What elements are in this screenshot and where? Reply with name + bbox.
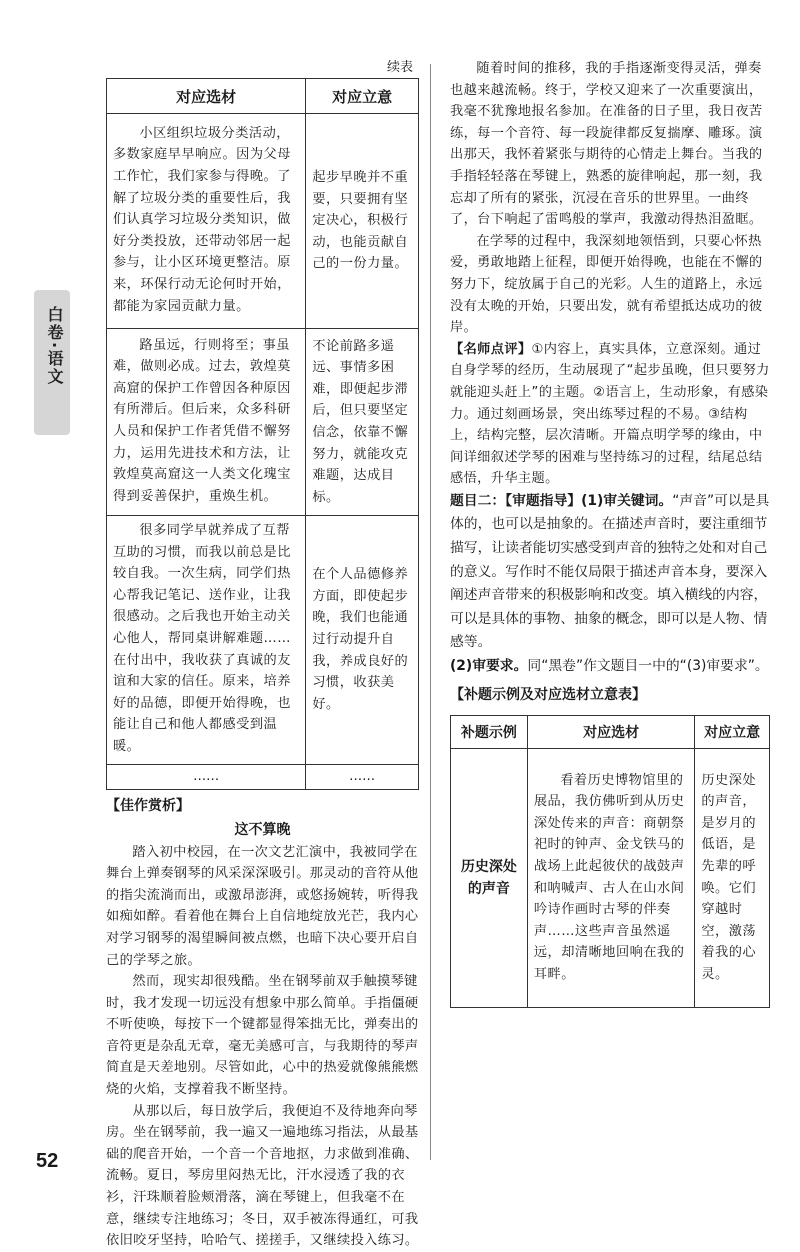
row-selection: 很多同学早就养成了互帮互助的习惯，而我以前总是比较自我。一次生病，同学们热心帮我记笔记、送作业，让我很感动。之后我也开始主动关心他人，帮同桌讲解难题……在付出中，我收获了真诚的友谊和大家的信任。原来，培养好的品德，即便开始得晚，也能让自己和他人都感受到温暖。 — [107, 516, 306, 765]
table-header-row — [451, 715, 770, 748]
table-caption: 续表 — [386, 60, 413, 75]
row-selection: 路虽远，行则将至；事虽难，做则必成。过去，敦煌莫高窟的保护工作曾因各种原因有所滞后。但后来，众多科研人员和保护工作者凭借不懈努力，运用先进技术和方法，让敦煌莫高窟这一人类文化瑰宝得到妥善保护，重焕生机。 — [107, 329, 306, 516]
header-selection: 对应选材 — [107, 79, 306, 114]
step1-text: “声音”可以是具体的，也可以是抽象的。在描述声音时，要注重细节描写，让读者能切实感受到声音的独特之处和对自己的意义。写作时不能仅局限于描述声音本身，要深入阐述声音带来的积极影响和改变。填入横线的内容，可以是具体的事物、抽象的概念，即可以是人物、情感等。 — [450, 492, 770, 651]
left-column — [106, 58, 419, 1249]
table-header-row — [107, 79, 419, 114]
table2-heading: 【补题示例及对应选材立意表】 — [450, 686, 646, 703]
example-table — [450, 715, 770, 1008]
selection-table — [106, 78, 419, 790]
header-selection: 对应选材 — [527, 715, 694, 748]
topic-two-step1 — [450, 490, 770, 655]
row-ellipsis: …… — [107, 764, 306, 789]
row-view: 历史深处的声音，是岁月的低语，是先辈的呼唤。它们穿越时空，激荡着我的心灵。 — [695, 748, 770, 1007]
essay-title: 这不算晚 — [234, 821, 291, 838]
table-row — [107, 764, 419, 789]
header-example: 补题示例 — [451, 715, 528, 748]
comment-text: ①内容上，真实具体，立意深刻。通过自身学琴的经历，生动展现了“起步虽晚，但只要努力就能迎头赶上”的主题。②语言上，生动形象，有感染力。通过刻画场景，突出练琴过程的不易。③结构上，结构完整，层次清晰。开篇点明学琴的缘由，中间详细叙述学琴的困难与坚持练习的过程，结尾总结感悟，升华主题。 — [450, 341, 770, 487]
side-tab — [34, 290, 70, 435]
section-heading: 【佳作赏析】 — [106, 797, 190, 814]
topic-two-step2 — [450, 655, 770, 679]
topic-two-label: 题目二： — [450, 492, 506, 509]
header-view: 对应立意 — [695, 715, 770, 748]
page-number: 52 — [36, 1150, 59, 1172]
essay-paragraph: 随着时间的推移，我的手指逐渐变得灵活，弹奏也越来越流畅。终于，学校又迎来了一次重要演出，我毫不犹豫地报名参加。在准备的日子里，我日夜苦练，每一个音符、每一段旋律都反复揣摩、雕琢。演出那天，我怀着紧张与期待的心情走上舞台。当我的手指轻轻落在琴键上，熟悉的旋律响起，那一刻，我忘却了所有的紧张，沉浸在音乐的世界里。一曲终了，台下响起了雷鸣般的掌声，我激动得热泪盈眶。 — [450, 61, 763, 228]
row-ellipsis: …… — [306, 764, 419, 789]
comment-label: 【名师点评】 — [450, 341, 532, 357]
column-divider — [430, 64, 431, 1160]
table-row — [107, 516, 419, 765]
header-view: 对应立意 — [306, 79, 419, 114]
side-tab-label: 白卷·语文 — [45, 306, 64, 387]
table-row — [451, 748, 770, 1007]
row-example: 历史深处的声音 — [451, 748, 528, 1007]
right-column — [450, 58, 770, 1008]
step1-label: (1)审关键词。 — [581, 492, 673, 509]
row-selection: 看着历史博物馆里的展品，我仿佛听到从历史深处传来的声音：商朝祭祀时的钟声、金戈铁马的战场上此起彼伏的战鼓声和呐喊声、古人在山水间吟诗作画时古琴的伴奏声……这些声音虽然遥远，却清晰地回响在我的耳畔。 — [527, 748, 694, 1007]
essay-paragraph: 踏入初中校园，在一次文艺汇演中，我被同学在舞台上弹奏钢琴的风采深深吸引。那灵动的音符从他的指尖流淌而出，或激昂澎湃，或悠扬婉转，听得我如痴如醉。看着他在舞台上自信地绽放光芒，我内心对学习钢琴的渴望瞬间被点燃，也暗下决心要开启自己的学琴之旅。 — [106, 844, 419, 968]
guide-label: 【审题指导】 — [505, 492, 582, 509]
essay-paragraph: 然而，现实却很残酷。坐在钢琴前双手触摸琴键时，我才发现一切远没有想象中那么简单。手指僵硬不听使唤，每按下一个键都显得笨拙无比，弹奏出的音符更是杂乱无章，毫无美感可言，与我期待的琴声简直是天差地别。尽管如此，心中的热爱就像熊熊燃烧的火焰，支撑着我不断坚持。 — [106, 974, 419, 1098]
step2-label: (2)审要求。 — [450, 658, 528, 675]
table-row — [107, 114, 419, 329]
row-view: 在个人品德修养方面，即使起步晚，我们也能通过行动提升自我，养成良好的习惯，收获美好。 — [306, 516, 419, 765]
row-selection: 小区组织垃圾分类活动，多数家庭早早响应。因为父母工作忙，我们家参与得晚。了解了垃圾分类的重要性后，我们认真学习垃圾分类知识，做好分类投放，还带动邻居一起参与，让小区环境更整洁。原来，环保行动无论何时开始，都能为家园贡献力量。 — [107, 114, 306, 329]
row-view: 起步早晚并不重要，只要拥有坚定决心，积极行动，也能贡献自己的一份力量。 — [306, 114, 419, 329]
step2-text: 同“黑卷”作文题目一中的“(3)审要求”。 — [527, 658, 769, 675]
essay-paragraph: 在学琴的过程中，我深刻地领悟到，只要心怀热爱，勇敢地踏上征程，即便开始得晚，也能在不懈的努力下，绽放属于自己的光彩。人生的道路上，永远没有太晚的开始，只要出发，就有希望抵达成功的彼岸。 — [450, 233, 763, 336]
teacher-comment — [450, 339, 770, 490]
row-view: 不论前路多遥远、事情多困难，即便起步滞后，但只要坚定信念，依靠不懈努力，就能攻克难题，达成目标。 — [306, 329, 419, 516]
table-row — [107, 329, 419, 516]
essay-paragraph-start: 从那以后，每日放学后，我便迫不及待地奔向琴房。坐在钢琴前，我一遍又一遍地练习指法，从最基础的爬音开始，一个音一个音地抠，力求做到准确、流畅。夏日，琴房里闷热无比，汗水浸透了我的衣衫，汗珠顺着脸颊滑落，滴在琴键上，但我毫不在意，继续专注地练习；冬日，双手被冻得通红，可我依旧咬牙坚持，哈哈气、搓搓手，又继续投入练习。 — [106, 1103, 419, 1249]
